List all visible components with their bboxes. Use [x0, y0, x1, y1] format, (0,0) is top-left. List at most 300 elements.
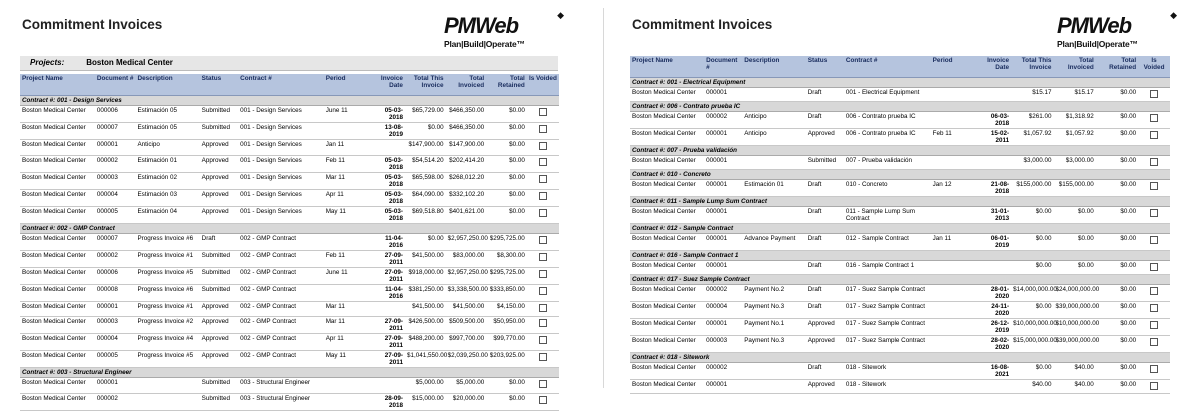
table-cell: 26-12-2019	[977, 319, 1011, 336]
logo-tagline: Plan|Build|Operate™	[1057, 39, 1138, 49]
table-cell: 002 - GMP Contract	[238, 233, 324, 250]
table-cell: 002 - GMP Contract	[238, 334, 324, 351]
table-cell	[742, 261, 806, 275]
table-row[interactable]	[630, 261, 1170, 275]
table-cell: Estimación 05	[135, 123, 199, 140]
table-cell: 017 - Suez Sample Contract	[844, 302, 931, 319]
table-cell: $147,900.00	[446, 140, 487, 156]
table-cell: Boston Medical Center	[630, 380, 704, 394]
column-header[interactable]: Total Retained	[1096, 56, 1138, 78]
table-cell: $69,518.80	[405, 206, 446, 223]
table-cell: $0.00	[1096, 363, 1138, 380]
table-cell: $0.00	[1096, 380, 1138, 394]
column-header[interactable]: Total Retained	[486, 74, 527, 96]
table-cell: 16-08-2021	[977, 363, 1011, 380]
table-cell: $3,000.00	[1011, 156, 1053, 170]
is-voided-checkbox[interactable]	[539, 396, 547, 404]
table-cell: Boston Medical Center	[20, 106, 95, 123]
table-cell	[371, 378, 405, 394]
table-cell: 000001	[704, 380, 742, 394]
is-voided-cell	[527, 155, 559, 172]
is-voided-checkbox[interactable]	[1150, 131, 1158, 139]
contract-group-label: Contract #: 017 - Suez Sample Contract	[630, 275, 1170, 285]
is-voided-checkbox[interactable]	[539, 270, 547, 278]
table-row[interactable]	[20, 317, 559, 334]
contract-group-header	[630, 78, 1170, 88]
table-cell: 06-01-2019	[977, 234, 1011, 251]
table-cell: 28-09-2018	[371, 393, 405, 410]
is-voided-cell	[1138, 261, 1170, 275]
table-cell: Feb 11	[324, 155, 371, 172]
contract-group-label: Contract #: 010 - Concreto	[630, 170, 1170, 180]
is-voided-checkbox[interactable]	[1150, 365, 1158, 373]
column-header[interactable]: Is Voided	[527, 74, 559, 96]
table-cell: Feb 11	[931, 129, 978, 146]
table-cell: 11-04-2016	[371, 233, 405, 250]
table-cell: Draft	[806, 180, 844, 197]
table-cell: 31-01-2013	[977, 207, 1011, 224]
table-cell: 000001	[704, 129, 742, 146]
column-header[interactable]: Contract #	[844, 56, 931, 78]
contract-group-label: Contract #: 002 - GMP Contract	[20, 223, 559, 233]
contract-group-header	[630, 170, 1170, 180]
column-header[interactable]: Period	[931, 56, 978, 78]
column-header[interactable]: Status	[806, 56, 844, 78]
column-header[interactable]: Project Name	[20, 74, 95, 96]
table-row[interactable]	[20, 250, 559, 267]
table-row[interactable]	[20, 206, 559, 223]
is-voided-checkbox[interactable]	[539, 287, 547, 295]
table-row[interactable]	[20, 334, 559, 351]
table-cell: 000001	[704, 180, 742, 197]
table-row[interactable]	[630, 285, 1170, 302]
table-cell: $54,514.20	[405, 155, 446, 172]
table-cell: 001 - Design Services	[238, 155, 324, 172]
table-cell: 001 - Design Services	[238, 106, 324, 123]
table-row[interactable]	[20, 123, 559, 140]
logo-star-icon: ◆	[1170, 10, 1177, 20]
table-cell: Boston Medical Center	[630, 261, 704, 275]
table-cell: 000006	[95, 106, 136, 123]
table-cell: 000001	[95, 140, 136, 156]
table-cell: 000007	[95, 123, 136, 140]
table-cell: $2,039,250.00	[446, 351, 487, 368]
table-cell: Boston Medical Center	[20, 140, 95, 156]
column-header[interactable]: Description	[135, 74, 199, 96]
table-row[interactable]	[630, 380, 1170, 394]
is-voided-checkbox[interactable]	[539, 319, 547, 327]
is-voided-checkbox[interactable]	[539, 142, 547, 150]
table-cell: Boston Medical Center	[630, 129, 704, 146]
table-cell: Jan 12	[931, 180, 978, 197]
table-cell: Boston Medical Center	[630, 207, 704, 224]
table-row[interactable]	[20, 140, 559, 156]
table-cell: 27-09-2011	[371, 267, 405, 284]
table-cell: $332,102.20	[446, 189, 487, 206]
table-cell: $268,012.20	[446, 172, 487, 189]
table-cell: 000002	[95, 393, 136, 410]
column-header[interactable]: Project Name	[630, 56, 704, 78]
is-voided-checkbox[interactable]	[539, 192, 547, 200]
table-cell: Feb 11	[324, 250, 371, 267]
table-cell: $0.00	[1096, 261, 1138, 275]
table-cell: Boston Medical Center	[630, 319, 704, 336]
table-cell: Estimación 01	[135, 155, 199, 172]
column-header[interactable]: Invoice Date	[977, 56, 1011, 78]
table-cell: $65,598.00	[405, 172, 446, 189]
table-cell: 017 - Suez Sample Contract	[844, 319, 931, 336]
is-voided-checkbox[interactable]	[1150, 321, 1158, 329]
table-cell: Boston Medical Center	[20, 250, 95, 267]
table-cell: $0.00	[486, 106, 527, 123]
table-row[interactable]	[630, 234, 1170, 251]
table-cell: $0.00	[1096, 207, 1138, 224]
table-row[interactable]	[630, 129, 1170, 146]
table-cell: $0.00	[486, 189, 527, 206]
contract-group-header	[630, 224, 1170, 234]
table-cell: Progress Invoice #5	[135, 267, 199, 284]
column-header[interactable]: Description	[742, 56, 806, 78]
is-voided-cell	[1138, 112, 1170, 129]
table-cell: 002 - GMP Contract	[238, 250, 324, 267]
table-cell: 002 - GMP Contract	[238, 317, 324, 334]
table-row[interactable]	[630, 207, 1170, 224]
table-cell: Estimación 02	[135, 172, 199, 189]
table-cell: $4,150.00	[486, 301, 527, 317]
column-header[interactable]: Total This Invoice	[1011, 56, 1053, 78]
table-row[interactable]	[20, 155, 559, 172]
table-row[interactable]	[20, 301, 559, 317]
table-cell: 27-09-2011	[371, 334, 405, 351]
table-cell: $1,041,550.00	[405, 351, 446, 368]
table-cell: Boston Medical Center	[20, 155, 95, 172]
table-cell	[742, 363, 806, 380]
table-cell: $0.00	[486, 123, 527, 140]
contract-group-label: Contract #: 016 - Sample Contract 1	[630, 251, 1170, 261]
is-voided-checkbox[interactable]	[1150, 182, 1158, 190]
table-cell: $0.00	[1011, 302, 1053, 319]
table-cell	[742, 156, 806, 170]
contract-group-header	[20, 96, 559, 106]
table-cell: Approved	[806, 380, 844, 394]
table-cell: $0.00	[1096, 180, 1138, 197]
table-cell: $997,700.00	[446, 334, 487, 351]
is-voided-checkbox[interactable]	[539, 175, 547, 183]
table-cell	[742, 380, 806, 394]
column-header[interactable]: Total This Invoice	[405, 74, 446, 96]
table-cell: $295,725.00	[486, 233, 527, 250]
table-cell	[931, 88, 978, 102]
is-voided-cell	[527, 206, 559, 223]
column-header[interactable]: Document #	[704, 56, 742, 78]
table-cell	[977, 156, 1011, 170]
table-cell: Submitted	[200, 123, 239, 140]
table-cell: Approved	[200, 140, 239, 156]
table-cell: May 11	[324, 206, 371, 223]
table-cell: $1,057.92	[1011, 129, 1053, 146]
is-voided-checkbox[interactable]	[1150, 304, 1158, 312]
column-header[interactable]: Status	[200, 74, 239, 96]
table-row[interactable]	[20, 267, 559, 284]
table-cell: $155,000.00	[1011, 180, 1053, 197]
table-cell: Submitted	[200, 378, 239, 394]
table-cell: 27-09-2011	[371, 250, 405, 267]
table-cell: $40.00	[1053, 380, 1095, 394]
table-cell: $0.00	[1096, 336, 1138, 353]
table-row[interactable]	[630, 180, 1170, 197]
table-cell: $1,318.92	[1053, 112, 1095, 129]
table-cell: 017 - Suez Sample Contract	[844, 336, 931, 353]
table-cell: Estimación 01	[742, 180, 806, 197]
table-cell: June 11	[324, 267, 371, 284]
is-voided-checkbox[interactable]	[539, 380, 547, 388]
table-row[interactable]	[20, 189, 559, 206]
table-cell	[324, 378, 371, 394]
is-voided-cell	[527, 267, 559, 284]
table-cell: $509,500.00	[446, 317, 487, 334]
is-voided-checkbox[interactable]	[539, 253, 547, 261]
table-cell: 000003	[95, 317, 136, 334]
pmweb-logo	[444, 10, 564, 58]
is-voided-checkbox[interactable]	[1150, 114, 1158, 122]
table-cell: $0.00	[486, 206, 527, 223]
is-voided-checkbox[interactable]	[539, 125, 547, 133]
table-cell: $918,000.00	[405, 267, 446, 284]
table-cell	[742, 88, 806, 102]
table-cell: 000007	[95, 233, 136, 250]
table-cell: $0.00	[405, 123, 446, 140]
table-row[interactable]	[20, 393, 559, 410]
is-voided-cell	[1138, 156, 1170, 170]
is-voided-checkbox[interactable]	[1150, 158, 1158, 166]
table-cell: 05-03-2018	[371, 106, 405, 123]
is-voided-checkbox[interactable]	[1150, 382, 1158, 390]
table-cell: 000001	[95, 378, 136, 394]
table-cell: $15.17	[1053, 88, 1095, 102]
projects-value: Boston Medical Center	[86, 58, 173, 67]
is-voided-cell	[527, 172, 559, 189]
pmweb-logo	[1057, 10, 1177, 58]
is-voided-cell	[1138, 363, 1170, 380]
table-cell: Mar 11	[324, 301, 371, 317]
table-cell: 000004	[95, 189, 136, 206]
table-cell: May 11	[324, 351, 371, 368]
is-voided-checkbox[interactable]	[539, 236, 547, 244]
table-cell	[977, 261, 1011, 275]
table-cell: Draft	[806, 261, 844, 275]
table-cell: Boston Medical Center	[20, 172, 95, 189]
table-cell: Boston Medical Center	[20, 351, 95, 368]
column-header[interactable]: Total Invoiced	[446, 74, 487, 96]
table-cell: $202,414.20	[446, 155, 487, 172]
table-cell: Progress Invoice #2	[135, 317, 199, 334]
is-voided-cell	[527, 301, 559, 317]
table-cell: Approved	[806, 336, 844, 353]
table-cell: 000001	[704, 207, 742, 224]
is-voided-checkbox[interactable]	[539, 336, 547, 344]
table-cell: $333,850.00	[486, 284, 527, 301]
table-cell	[371, 301, 405, 317]
table-cell: 003 - Structural Engineer	[238, 378, 324, 394]
is-voided-checkbox[interactable]	[539, 353, 547, 361]
column-header[interactable]: Document #	[95, 74, 136, 96]
table-row[interactable]	[630, 319, 1170, 336]
table-cell: $99,770.00	[486, 334, 527, 351]
is-voided-checkbox[interactable]	[1150, 338, 1158, 346]
table-cell: 001 - Design Services	[238, 172, 324, 189]
table-cell: $5,000.00	[446, 378, 487, 394]
table-cell: $0.00	[1011, 363, 1053, 380]
table-cell	[324, 393, 371, 410]
table-row[interactable]	[630, 112, 1170, 129]
table-cell: Apr 11	[324, 189, 371, 206]
table-row[interactable]	[20, 351, 559, 368]
table-cell: $15.17	[1011, 88, 1053, 102]
table-cell: Estimación 03	[135, 189, 199, 206]
table-cell: Estimación 05	[135, 106, 199, 123]
table-cell: $0.00	[486, 155, 527, 172]
table-cell: $41,500.00	[446, 301, 487, 317]
is-voided-cell	[527, 351, 559, 368]
is-voided-checkbox[interactable]	[539, 158, 547, 166]
table-cell: $0.00	[486, 393, 527, 410]
table-cell: 003 - Structural Engineer	[238, 393, 324, 410]
table-cell: Submitted	[200, 250, 239, 267]
table-cell	[931, 380, 978, 394]
table-cell	[931, 285, 978, 302]
is-voided-checkbox[interactable]	[1150, 236, 1158, 244]
table-row[interactable]	[630, 88, 1170, 102]
table-cell: $3,000.00	[1053, 156, 1095, 170]
page-divider	[603, 8, 604, 388]
contract-group-header	[630, 102, 1170, 112]
contract-group-header	[630, 197, 1170, 207]
column-header[interactable]: Contract #	[238, 74, 324, 96]
column-header[interactable]: Total Invoiced	[1053, 56, 1095, 78]
table-cell: 000002	[704, 363, 742, 380]
table-cell: Draft	[806, 363, 844, 380]
contract-group-label: Contract #: 001 - Design Services	[20, 96, 559, 106]
table-cell: 000004	[704, 302, 742, 319]
is-voided-checkbox[interactable]	[539, 108, 547, 116]
table-cell: 11-04-2016	[371, 284, 405, 301]
table-cell: Boston Medical Center	[630, 180, 704, 197]
projects-filter-bar	[20, 56, 558, 71]
table-cell: $1,057.92	[1053, 129, 1095, 146]
table-cell: Approved	[200, 317, 239, 334]
is-voided-checkbox[interactable]	[1150, 90, 1158, 98]
is-voided-cell	[527, 317, 559, 334]
table-cell: Submitted	[200, 284, 239, 301]
contract-group-label: Contract #: 011 - Sample Lump Sum Contract	[630, 197, 1170, 207]
contract-group-header	[630, 353, 1170, 363]
table-cell	[931, 207, 978, 224]
table-cell: 011 - Sample Lump Sum Contract	[844, 207, 931, 224]
table-row[interactable]	[20, 284, 559, 301]
column-header[interactable]: Period	[324, 74, 371, 96]
table-row[interactable]	[630, 156, 1170, 170]
table-cell: 000003	[95, 172, 136, 189]
table-cell: 000003	[704, 336, 742, 353]
table-cell: Anticipo	[742, 129, 806, 146]
table-row[interactable]	[630, 336, 1170, 353]
table-cell: 000001	[704, 88, 742, 102]
table-cell: Submitted	[200, 106, 239, 123]
report-title: Commitment Invoices	[22, 17, 163, 32]
table-cell: 001 - Design Services	[238, 140, 324, 156]
table-cell: $261.00	[1011, 112, 1053, 129]
table-cell: Advance Payment	[742, 234, 806, 251]
table-cell: $0.00	[1053, 261, 1095, 275]
table-cell: $0.00	[486, 378, 527, 394]
table-cell: $0.00	[1096, 112, 1138, 129]
table-row[interactable]	[630, 363, 1170, 380]
table-cell: 000008	[95, 284, 136, 301]
table-cell: 000005	[95, 351, 136, 368]
table-cell: $0.00	[1096, 302, 1138, 319]
is-voided-checkbox[interactable]	[539, 304, 547, 312]
table-cell: Draft	[806, 112, 844, 129]
column-header[interactable]: Invoice Date	[371, 74, 405, 96]
is-voided-cell	[527, 250, 559, 267]
table-cell	[135, 378, 199, 394]
logo-text: PMWeb	[1057, 13, 1132, 38]
table-cell: Approved	[200, 351, 239, 368]
table-cell: 28-02-2020	[977, 336, 1011, 353]
column-header[interactable]: Is Voided	[1138, 56, 1170, 78]
is-voided-checkbox[interactable]	[1150, 263, 1158, 271]
is-voided-checkbox[interactable]	[1150, 209, 1158, 217]
is-voided-cell	[1138, 285, 1170, 302]
table-cell: 007 - Prueba validación	[844, 156, 931, 170]
table-cell	[324, 284, 371, 301]
table-cell: Progress Invoice #6	[135, 233, 199, 250]
table-cell: Boston Medical Center	[630, 234, 704, 251]
table-cell: 001 - Electrical Equipment	[844, 88, 931, 102]
table-cell: 24-11-2020	[977, 302, 1011, 319]
table-row[interactable]	[20, 233, 559, 250]
table-cell: $488,200.00	[405, 334, 446, 351]
table-row[interactable]	[20, 106, 559, 123]
is-voided-cell	[527, 140, 559, 156]
table-cell: 001 - Design Services	[238, 123, 324, 140]
is-voided-cell	[1138, 129, 1170, 146]
table-cell: Boston Medical Center	[630, 112, 704, 129]
table-cell: Draft	[806, 88, 844, 102]
table-cell: 001 - Design Services	[238, 206, 324, 223]
is-voided-checkbox[interactable]	[539, 209, 547, 217]
table-cell: Boston Medical Center	[20, 317, 95, 334]
table-cell	[742, 207, 806, 224]
table-row[interactable]	[20, 378, 559, 394]
is-voided-checkbox[interactable]	[1150, 287, 1158, 295]
commitment-invoices-table	[20, 74, 559, 411]
table-cell: Payment No.2	[742, 285, 806, 302]
is-voided-cell	[1138, 319, 1170, 336]
table-cell: 000002	[95, 155, 136, 172]
is-voided-cell	[527, 233, 559, 250]
table-cell: $0.00	[405, 233, 446, 250]
table-cell	[324, 233, 371, 250]
table-cell: Mar 11	[324, 317, 371, 334]
table-cell: 28-01-2020	[977, 285, 1011, 302]
is-voided-cell	[1138, 88, 1170, 102]
table-row[interactable]	[20, 172, 559, 189]
table-cell: Approved	[200, 334, 239, 351]
table-cell: 018 - Sitework	[844, 380, 931, 394]
table-cell: Boston Medical Center	[20, 378, 95, 394]
table-row[interactable]	[630, 302, 1170, 319]
